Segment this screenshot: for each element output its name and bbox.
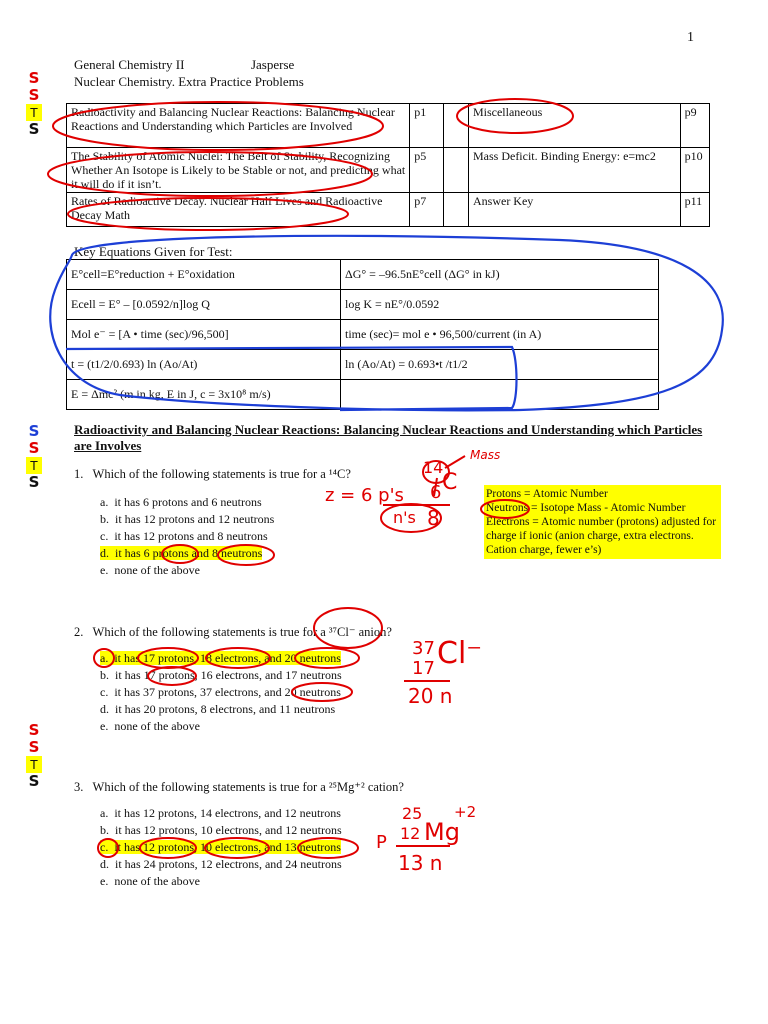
hw-25: 25 [402,804,423,823]
badge-s: S [28,721,40,739]
option: b. it has 12 protons, 10 electrons, and 12 neutrons [100,823,342,837]
option: e. none of the above [100,874,200,888]
hw-mg: Mg [424,818,460,846]
document-subtitle: Nuclear Chemistry. Extra Practice Problems [74,74,304,89]
option-correct: d. it has 6 protons and 8 neutrons [100,546,263,560]
badge-t: T [26,756,42,773]
side-badges-2 [26,423,42,491]
equation-row [67,260,659,290]
badge-s: S [28,69,40,87]
equation-cell [341,380,659,410]
hw-symbol-c: C [442,470,458,495]
option: c. it has 12 protons and 8 neutrons [100,529,268,543]
note-line: Neutrons = Isotope Mass - Atomic Number [486,502,686,514]
question-1: 1. Which of the following statements is true for a ¹⁴C? [74,467,351,481]
toc-topic: Answer Key [468,193,680,227]
hw-six: 6 [430,482,442,503]
toc-page: p1 [410,104,443,148]
option: e. none of the above [100,563,200,577]
option: b. it has 12 protons and 12 neutrons [100,512,275,526]
hw-eight: 8 [427,506,440,530]
equation-cell: Ecell = E° – [0.0592/n]log Q [67,290,341,320]
toc-page: p9 [680,104,709,148]
side-badges-3 [26,722,42,790]
note-line: Protons = Atomic Number [486,488,608,500]
equation-cell: ln (Ao/At) = 0.693•t /t1/2 [341,350,659,380]
equation-cell: time (sec)= mol e • 96,500/current (in A) [341,320,659,350]
toc-page: p7 [410,193,443,227]
hw-37: 37 [412,638,435,659]
course-title: General Chemistry II [74,57,185,72]
equation-cell: E = Δmc² (m in kg, E in J, c = 3x10⁸ m/s) [67,380,341,410]
option: d. it has 20 protons, 8 electrons, and 11 neutrons [100,702,336,716]
toc-row [67,104,710,148]
question-2: 2. Which of the following statements is true for a ³⁷Cl⁻ anion? [74,625,392,639]
question-text: Which of the following statements is true for a ²⁵Mg⁺² cation? [92,780,404,794]
question-text: Which of the following statements is true for a ¹⁴C? [92,467,351,481]
toc-row [67,193,710,227]
question-text: Which of the following statements is true for a ³⁷Cl⁻ anion? [92,625,392,639]
badge-s: S [28,738,40,756]
badge-s: S [28,772,40,790]
equations-title: Key Equations Given for Test: [74,244,233,259]
option: a. it has 6 protons and 6 neutrons [100,495,262,509]
toc-row [67,148,710,193]
option: c. it has 37 protons, 37 electrons, and 20 neutrons [100,685,341,699]
page-number: 1 [687,30,694,45]
hw-mass-label: Mass [470,448,501,462]
toc-topic: The Stability of Atomic Nuclei: The Belt of Stability, Recognizing Whether An Isotope is Likely to be Stable or not, and predicting what it will do if it isn’t. [67,148,410,193]
hw-cl: Cl⁻ [437,636,483,671]
equation-cell: t = (t1/2/0.693) ln (Ao/At) [67,350,341,380]
equation-row [67,290,659,320]
toc-topic: Miscellaneous [468,104,680,148]
badge-s: S [28,120,40,138]
badge-s: S [28,86,40,104]
toc-page: p5 [410,148,443,193]
badge-t: T [26,457,42,474]
equations-table [66,259,659,410]
red-stroke [445,456,465,468]
option-correct: c. it has 12 protons, 10 electrons, and 13 neutrons [100,840,341,854]
hw-20n: 20 n [408,684,453,708]
question-1-options [100,494,274,579]
option-correct: a. it has 17 protons, 18 electrons, and 20 neutrons [100,651,341,665]
equation-cell: E°cell=E°reduction + E°oxidation [67,260,341,290]
hw-p: P [376,832,387,853]
note-line: Electrons = Atomic number (protons) adjusted for charge if ionic (anion charge, extra electrons. Cation charge, fewer e’s) [486,516,717,556]
equation-cell: log K = nE°/0.0592 [341,290,659,320]
hw-ns: n's [393,508,416,527]
question-3: 3. Which of the following statements is true for a ²⁵Mg⁺² cation? [74,780,404,794]
hw-17: 17 [412,658,435,679]
option: d. it has 24 protons, 12 electrons, and 24 neutrons [100,857,342,871]
option: a. it has 12 protons, 14 electrons, and 12 neutrons [100,806,341,820]
toc-page: p10 [680,148,709,193]
option: e. none of the above [100,719,200,733]
section-title: Radioactivity and Balancing Nuclear Reactions: Balancing Nuclear Reactions and Understanding which Particles are Involves [74,422,703,453]
hw-z-protons: z = 6 p's [325,485,404,506]
badge-s: S [28,422,40,440]
toc-topic: Rates of Radioactive Decay. Nuclear Half Lives and Radioactive Decay Math [67,193,410,227]
toc-page: p11 [680,193,709,227]
equation-row [67,350,659,380]
badge-s: S [28,439,40,457]
header-line-1 [74,56,294,73]
equation-cell: ΔG° = –96.5nE°cell (ΔG° in kJ) [341,260,659,290]
note-box [484,485,721,559]
badge-s: S [28,473,40,491]
equation-row [67,320,659,350]
side-badges-1 [26,70,42,138]
hw-mass-14: 14 [423,458,444,477]
hw-13n: 13 n [398,851,443,875]
hw-charge: +2 [454,803,477,821]
toc-topic: Mass Deficit. Binding Energy: e=mc2 [468,148,680,193]
hw-12: 12 [400,824,421,843]
table-of-contents [66,103,710,227]
question-2-options [100,650,342,735]
option: b. it has 17 protons, 16 electrons, and 17 neutrons [100,668,342,682]
equation-row [67,380,659,410]
author: Jasperse [250,57,295,72]
badge-t: T [26,104,42,121]
equation-cell: Mol e⁻ = [A • time (sec)/96,500] [67,320,341,350]
toc-topic: Radioactivity and Balancing Nuclear Reactions: Balancing Nuclear Reactions and Understanding which Particles are Involved [67,104,410,148]
question-3-options [100,805,342,890]
